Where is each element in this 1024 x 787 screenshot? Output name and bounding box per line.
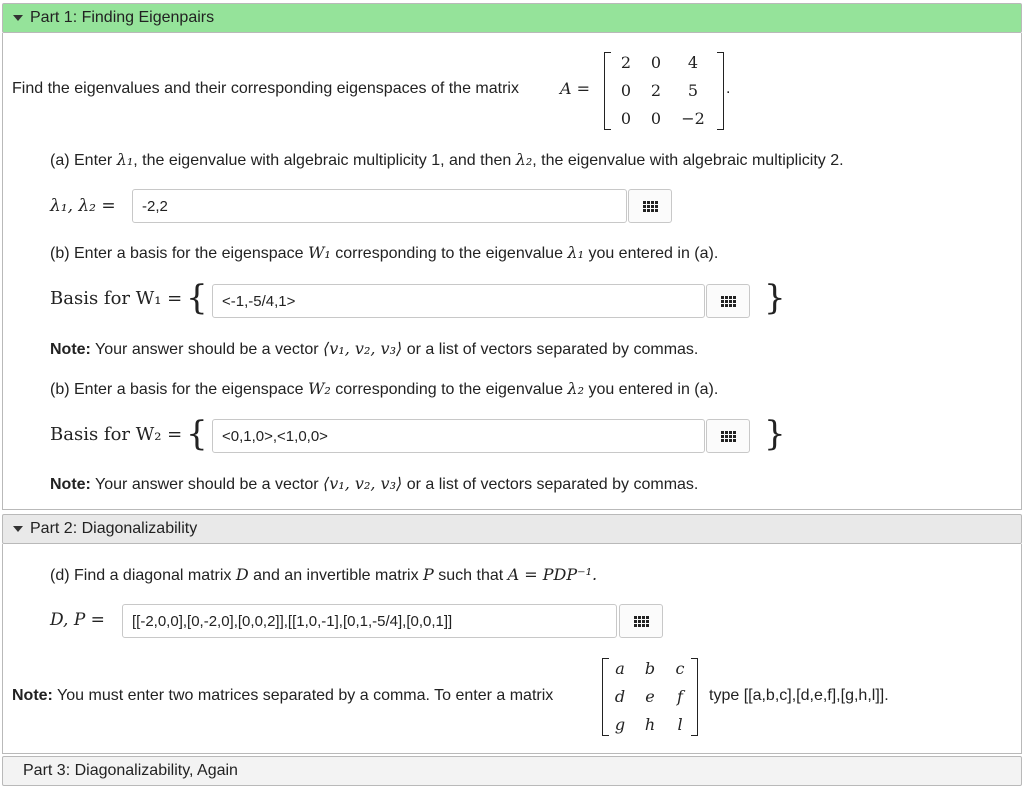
matrix-entry-button[interactable] (706, 419, 750, 453)
matrix-entry-button[interactable] (619, 604, 663, 638)
example-matrix-cell: b (644, 659, 656, 678)
w1-basis-field[interactable] (222, 293, 695, 310)
matrix-a-cell: 0 (650, 53, 662, 72)
collapse-triangle-icon[interactable] (13, 15, 23, 21)
close-brace: } (764, 278, 786, 318)
part-b2-instruction: (b) Enter a basis for the eigenspace W₂ corresponding to the eigenvalue λ₂ you entered in (a). (50, 379, 719, 398)
note-w1: Note: Your answer should be a vector ⟨v₁, v₂, v₃⟩ or a list of vectors separated by commas. (50, 339, 699, 358)
example-matrix (602, 656, 698, 736)
note-w2: Note: Your answer should be a vector ⟨v₁, v₂, v₃⟩ or a list of vectors separated by commas. (50, 474, 699, 493)
matrix-a-cell: 4 (687, 53, 699, 72)
matrix-entry-button[interactable] (628, 189, 672, 223)
lambda-input-field[interactable] (142, 198, 617, 215)
matrix-a (604, 50, 724, 130)
part1-title: Part 1: Finding Eigenpairs (30, 9, 215, 26)
matrix-a-cell: 2 (650, 81, 662, 100)
part1-header[interactable] (2, 3, 1022, 33)
sentence-period: . (726, 80, 731, 97)
collapse-triangle-icon[interactable] (13, 526, 23, 532)
part-b1-instruction: (b) Enter a basis for the eigenspace W₁ corresponding to the eigenvalue λ₁ you entered in (a). (50, 243, 719, 262)
example-matrix-cell: a (615, 659, 625, 678)
example-matrix-cell: h (644, 715, 656, 734)
example-matrix-cell: l (677, 715, 683, 734)
matrix-a-cell: −2 (681, 109, 705, 128)
matrix-a-cell: 0 (650, 109, 662, 128)
open-brace: { (186, 414, 208, 454)
part2-title: Part 2: Diagonalizability (30, 520, 198, 537)
problem-intro: Find the eigenvalues and their corresponding eigenspaces of the matrix (12, 80, 519, 97)
dp-input-field[interactable] (132, 613, 607, 630)
part3-header[interactable] (2, 756, 1022, 786)
matrix-entry-note: Note: You must enter two matrices separated by a comma. To enter a matrix (12, 687, 554, 704)
w1-basis-label: Basis for W₁ = (50, 288, 183, 309)
part-d-instruction: (d) Find a diagonal matrix D and an invertible matrix P such that A = PDP⁻¹. (50, 565, 598, 584)
grid-icon (721, 431, 736, 442)
open-brace: { (186, 278, 208, 318)
matrix-a-cell: 2 (620, 53, 632, 72)
matrix-a-cell: 5 (687, 81, 699, 100)
part-a-instruction: (a) Enter λ₁, the eigenvalue with algebraic multiplicity 1, and then λ₂, the eigenvalue with algebraic multiplicity 2. (50, 150, 844, 169)
matrix-entry-button[interactable] (706, 284, 750, 318)
close-brace: } (764, 414, 786, 454)
matrix-a-cell: 0 (620, 109, 632, 128)
lambda-label: λ₁, λ₂ = (50, 196, 116, 216)
example-matrix-cell: c (675, 659, 685, 678)
example-matrix-cell: g (614, 715, 626, 734)
dp-label: D, P = (50, 610, 105, 630)
example-matrix-cell: f (677, 687, 683, 706)
grid-icon (643, 201, 658, 212)
matrix-a-label: A = (560, 79, 591, 98)
example-matrix-cell: d (614, 687, 626, 706)
part2-header[interactable] (2, 514, 1022, 544)
lambda-input[interactable] (132, 189, 627, 223)
w2-basis-field[interactable] (222, 428, 695, 445)
grid-icon (721, 296, 736, 307)
w2-basis-input[interactable] (212, 419, 705, 453)
w2-basis-label: Basis for W₂ = (50, 424, 183, 445)
part3-title: Part 3: Diagonalizability, Again (23, 762, 238, 779)
w1-basis-input[interactable] (212, 284, 705, 318)
matrix-format-hint: type [[a,b,c],[d,e,f],[g,h,l]]. (709, 687, 889, 704)
example-matrix-cell: e (645, 687, 655, 706)
matrix-a-cell: 0 (620, 81, 632, 100)
dp-input[interactable] (122, 604, 617, 638)
grid-icon (634, 616, 649, 627)
